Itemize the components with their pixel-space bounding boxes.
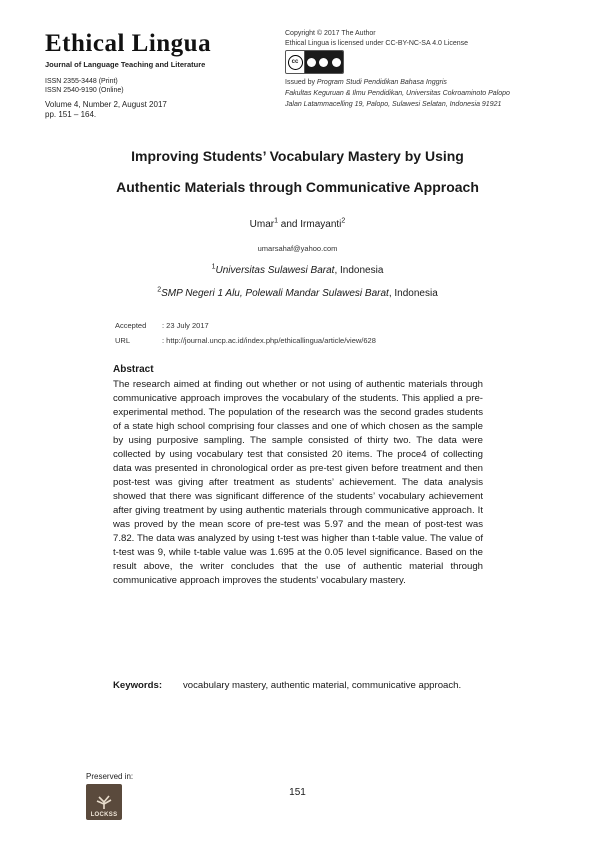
author-email[interactable]: umarsahaf@yahoo.com <box>257 244 338 253</box>
sharealike-icon <box>332 58 341 67</box>
cc-badge-label: cc <box>288 55 303 70</box>
issuer-line-2 <box>285 89 510 99</box>
license-terms-icons <box>305 51 343 73</box>
author-1-sup: 1 <box>274 217 279 225</box>
accepted-row <box>115 321 209 330</box>
cc-license-badge[interactable] <box>285 50 344 74</box>
author-2: Irmayanti <box>300 219 342 230</box>
url-label: URL <box>115 336 131 345</box>
accepted-label: Accepted <box>115 321 147 330</box>
keywords-value: vocabulary mastery, authentic material, communicative approach. <box>183 680 462 691</box>
attribution-icon <box>307 58 316 67</box>
affiliation-1-sup: 1 <box>211 263 216 271</box>
affiliation-2-name: SMP Negeri 1 Alu, Polewali Mandar Sulawesi Barat <box>161 288 389 299</box>
author-1: Umar <box>249 219 275 230</box>
keywords-label-text: Keywords <box>113 680 159 691</box>
affiliation-1-country: , Indonesia <box>334 265 384 276</box>
abstract-heading: Abstract <box>113 364 154 375</box>
affiliation-1 <box>0 265 595 276</box>
issuer-prefix: Issued by <box>285 79 317 86</box>
accepted-value: : 23 July 2017 <box>162 321 209 330</box>
author-line <box>0 219 595 230</box>
copyright-line: Copyright © 2017 The Author <box>285 30 376 37</box>
journal-subtitle: Journal of Language Teaching and Literature <box>45 60 206 69</box>
issuer-faculty: Fakultas Keguruan & Ilmu Pendidikan, Universitas Cokroaminoto Palopo <box>285 90 510 97</box>
lockss-label: LOCKSS <box>90 812 118 818</box>
affiliation-1-name: Universitas Sulawesi Barat <box>215 265 335 276</box>
license-line: Ethical Lingua is licensed under CC-BY-NC-SA 4.0 License <box>285 40 469 47</box>
affiliation-2 <box>0 288 595 299</box>
cc-icon <box>286 51 305 73</box>
noncommercial-icon <box>319 58 328 67</box>
issuer-address: Jalan Latammacelling 19, Palopo, Sulawesi Selatan, Indonesia 91921 <box>285 101 502 108</box>
page-number: 151 <box>289 787 306 798</box>
article-url-link[interactable]: : http://journal.uncp.ac.id/index.php/ethicallingua/article/view/628 <box>162 336 376 345</box>
paper-title-line-1: Improving Students’ Vocabulary Mastery by Using <box>131 148 464 164</box>
issn-print: ISSN 2355-3448 (Print) <box>45 78 118 85</box>
issuer-program: Program Studi Pendidikan Bahasa Inggris <box>316 79 447 86</box>
volume-info: Volume 4, Number 2, August 2017 <box>45 100 167 109</box>
affiliation-2-country: , Indonesia <box>388 288 438 299</box>
abstract-text: The research aimed at finding out whether or not using of authentic materials through communicative approach improves the vocabulary of the students. This applied a pre-experimental method. The population of the research was the second grades students of a state high school comprising four classes and one of which chosen as the sample by using purposive sampling. The sample consisted of thirty two. The data were collected by using vocabulary test that consisted 20 items. The proce4 of collecting data was presented in chronological order as pre-test given before treatment and then post-test was giving after treatment as students’ achievement. The data analysis showed that there was significant difference of the students’ vocabulary achievement after giving treatment by using authentic materials through communicative approach. It was proved by the mean score of pre-test was 5.97 and the mean of post-test was 7.82. The data was analyzed by using t-test was higher than t-table value. The value of t-test was 9, while t-table value was 1.695 at the 0.05 level significance. Based on the result above, the writer concludes that the use of authentic material through communicative approach improves the students’ vocabulary mastery. <box>113 379 483 586</box>
issn-online: ISSN 2540-9190 (Online) <box>45 87 124 94</box>
paper-title-line-2: Authentic Materials through Communicative Approach <box>116 179 479 195</box>
author-2-sup: 2 <box>341 217 346 225</box>
url-row <box>115 336 376 345</box>
keywords-colon: : <box>158 680 163 691</box>
author-and: and <box>278 219 301 230</box>
keywords-label <box>113 680 183 691</box>
issuer-line-3 <box>285 100 501 110</box>
journal-title: Ethical Lingua <box>45 30 212 57</box>
affiliation-2-sup: 2 <box>157 286 162 294</box>
issuer-line-1 <box>285 78 447 88</box>
keywords-row <box>113 680 461 691</box>
preserved-label: Preserved in: <box>86 772 134 781</box>
page-range: pp. 151 – 164. <box>45 110 97 119</box>
